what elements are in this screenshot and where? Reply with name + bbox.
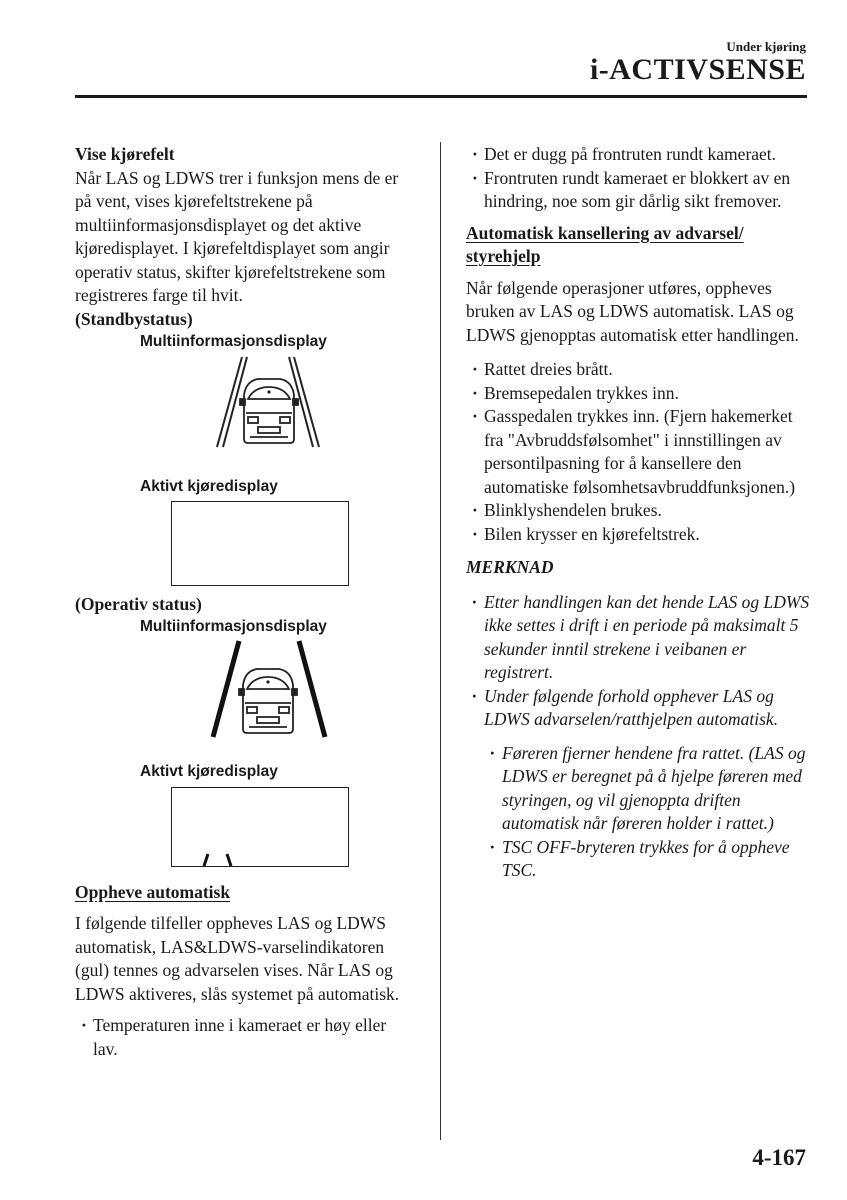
figure-operative [75, 617, 415, 869]
lane-line-right-active [299, 641, 325, 737]
note-heading: MERKNAD [466, 557, 554, 577]
figure-standby [75, 331, 415, 593]
note-sub-item: · TSC OFF-bryteren trykkes for å oppheve TSC. [484, 836, 811, 883]
lane-line-left-active [213, 641, 239, 737]
header-section-label: Under kjøring [726, 39, 806, 54]
list-item: · Bilen krysser en kjørefeltstrek. [466, 523, 811, 547]
car-icon [240, 379, 298, 443]
lane-line-left [217, 357, 242, 447]
list-item: · Bremsepedalen trykkes inn. [466, 382, 811, 406]
paragraph-vise-kjorefelt: Når LAS og LDWS trer i funksjon mens de er på vent, vises kjørefeltstrekene på multiinformasjonsdisplayet og det aktive kjøredisplayet. I kjørefeltdisplayet som angir operativ status, skifter kjørefeltstrekene som registreres farge til hvit. [75, 167, 399, 305]
list-item: · Gasspedalen trykkes inn. (Fjern hakemerket fra "Avbruddsfølsomhet" i innstillingen av persontilpasning for å kansellere den automatiske følsomhetsavbruddfunksjonen.) [466, 405, 811, 499]
figure-standby-car-display [210, 355, 330, 459]
page-number: 4-167 [752, 1145, 806, 1170]
list-item: · Blinklyshendelen brukes. [466, 499, 811, 523]
paragraph-oppheve-automatisk: I følgende tilfeller oppheves LAS og LDWS automatisk, LAS&LDWS-varselindikatoren (gul) tennes og advarselen vises. Når LAS og LDWS aktiveres, slås systemet på automatisk. [75, 913, 400, 1004]
active-driving-display-standby [171, 501, 349, 586]
left-column [75, 143, 415, 1061]
page-title: i-ACTIVSENSE [589, 53, 806, 86]
list-item: · Det er dugg på frontruten rundt kameraet. [466, 143, 811, 167]
heading-vise-kjorefelt: Vise kjørefelt [75, 144, 175, 164]
figure-operative-mid-label: Multiinformasjonsdisplay [140, 617, 327, 635]
list-item: · Temperaturen inne i kameraet er høy eller lav. [75, 1014, 415, 1061]
note-item: · Under følgende forhold opphever LAS og LDWS advarselen/ratthjelpen automatisk. [466, 685, 811, 732]
right-column [466, 143, 811, 883]
figure-operative-ahd-label: Aktivt kjøredisplay [140, 762, 278, 780]
car-icon [239, 669, 297, 733]
figure-operative-car-display [203, 639, 337, 749]
note-sub-item: · Føreren fjerner hendene fra rattet. (LAS og LDWS er beregnet på å hjelpe føreren med styringen, og vil gjenoppta driften automatisk når føreren holder i rattet.) [484, 742, 811, 836]
list-item: · Frontruten rundt kameraet er blokkert av en hindring, noe som gir dårlig sikt fremover. [466, 167, 811, 214]
note-item: · Etter handlingen kan det hende LAS og LDWS ikke settes i drift i en periode på maksimalt 5 sekunder inntil strekene i veibanen er registrert. [466, 591, 811, 685]
heading-automatisk-kansellering: Automatisk kansellering av advarsel/ styrehjelp [466, 222, 744, 266]
list-item: · Rattet dreies brått. [466, 358, 811, 382]
standby-status-label: (Standbystatus) [75, 308, 193, 329]
ahd-lane-marks [172, 788, 348, 866]
figure-standby-mid-label: Multiinformasjonsdisplay [140, 333, 327, 350]
figure-standby-ahd-label: Aktivt kjøredisplay [140, 478, 278, 495]
paragraph-automatisk-kansellering: Når følgende operasjoner utføres, oppheves bruken av LAS og LDWS automatisk. LAS og LDWS gjenopptas automatisk etter handlingen. [466, 277, 799, 345]
active-driving-display-operative [171, 787, 349, 867]
operative-status-label: (Operativ status) [75, 594, 202, 614]
column-divider [440, 142, 441, 1140]
header-rule [75, 95, 807, 98]
heading-oppheve-automatisk: Oppheve automatisk [75, 881, 231, 902]
